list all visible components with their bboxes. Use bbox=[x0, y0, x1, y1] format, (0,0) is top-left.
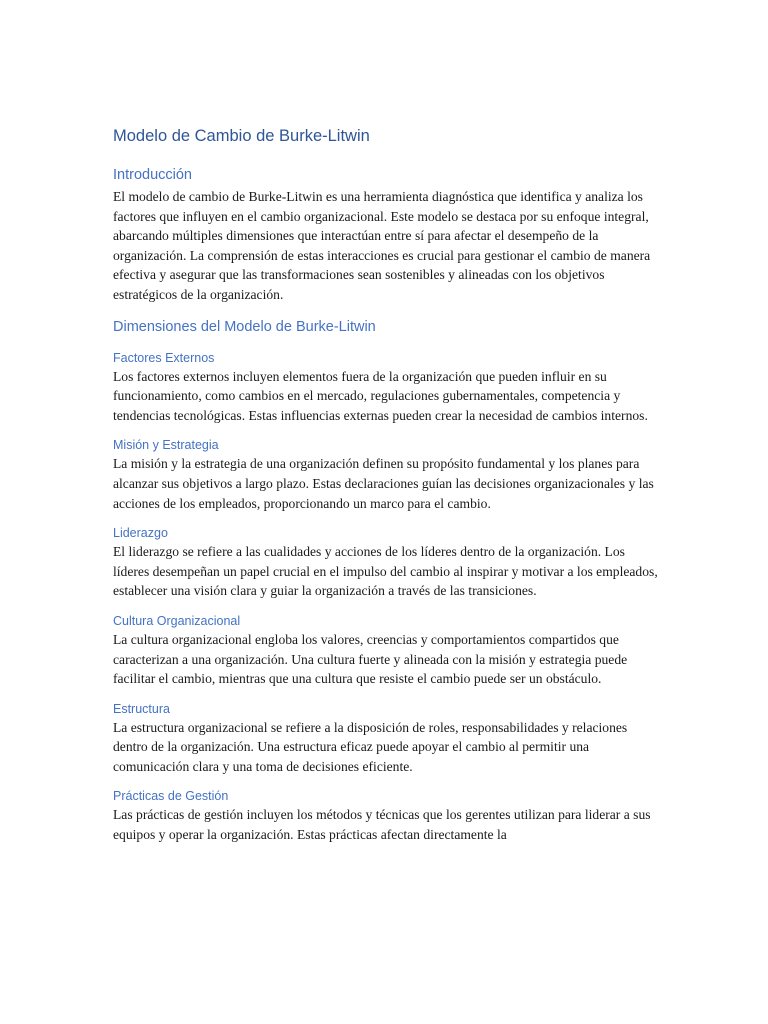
section-paragraph: La cultura organizacional engloba los valores, creencias y comportamientos compartidos que caracterizan a una organización. Una cultura fuerte y alineada con la misión y estrategia puede facilitar el cambio, mientras que una cultura que resiste el cambio puede ser un obstáculo. bbox=[113, 631, 628, 687]
document-title: Modelo de Cambio de Burke-Litwin bbox=[113, 127, 370, 145]
section-liderazgo bbox=[113, 524, 658, 601]
section-practicas-gestion bbox=[113, 787, 658, 844]
dimensions-heading: Dimensiones del Modelo de Burke-Litwin bbox=[113, 318, 376, 335]
section-paragraph: Las prácticas de gestión incluyen los métodos y técnicas que los gerentes utilizan para liderar a sus equipos y operar la organización. Estas prácticas afectan directamente la bbox=[113, 807, 651, 843]
section-mision-estrategia bbox=[113, 436, 658, 513]
section-heading: Factores Externos bbox=[113, 350, 215, 365]
intro-section bbox=[113, 165, 658, 305]
intro-paragraph: El modelo de cambio de Burke-Litwin es una herramienta diagnóstica que identifica y analiza los factores que influyen en el cambio organizacional. Este modelo se destaca por su enfoque integral, abarcando múltiples dimensiones que interactúan entre sí para afectar el desempeño de la organización. La comprensión de estas interacciones es crucial para gestionar el cambio de manera efectiva y asegurar que las transformaciones sean sostenibles y alineadas con los objetivos estratégicos de la organización. bbox=[113, 189, 651, 302]
section-paragraph: El liderazgo se refiere a las cualidades y acciones de los líderes dentro de la organización. Los líderes desempeñan un papel crucial en el impulso del cambio al inspirar y motivar a los empleados, establecer una visión clara y guiar la organización a través de las transiciones. bbox=[113, 544, 658, 599]
section-cultura-organizacional bbox=[113, 612, 658, 689]
document-page bbox=[113, 124, 658, 856]
section-heading: Prácticas de Gestión bbox=[113, 789, 229, 804]
section-heading: Cultura Organizacional bbox=[113, 613, 241, 628]
section-estructura bbox=[113, 700, 658, 777]
section-paragraph: La estructura organizacional se refiere a la disposición de roles, responsabilidades y relaciones dentro de la organización. Una estructura eficaz puede apoyar el cambio al permitir una comunicación clara y una toma de decisiones eficiente. bbox=[113, 719, 628, 774]
section-paragraph: La misión y la estrategia de una organización definen su propósito fundamental y los planes para alcanzar sus objetivos a largo plazo. Estas declaraciones guían las decisiones organizacionales y las acciones de los empleados, proporcionando un marco para el cambio. bbox=[113, 456, 654, 511]
section-paragraph: Los factores externos incluyen elementos fuera de la organización que pueden influir en su funcionamiento, como cambios en el mercado, regulaciones gubernamentales, competencia y tendencias tecnológicas. Estas influencias externas pueden crear la necesidad de cambios internos. bbox=[113, 368, 648, 423]
intro-heading: Introducción bbox=[113, 167, 192, 183]
section-heading: Estructura bbox=[113, 701, 170, 716]
section-factores-externos bbox=[113, 349, 658, 426]
section-heading: Misión y Estrategia bbox=[113, 438, 219, 453]
section-heading: Liderazgo bbox=[113, 526, 168, 541]
